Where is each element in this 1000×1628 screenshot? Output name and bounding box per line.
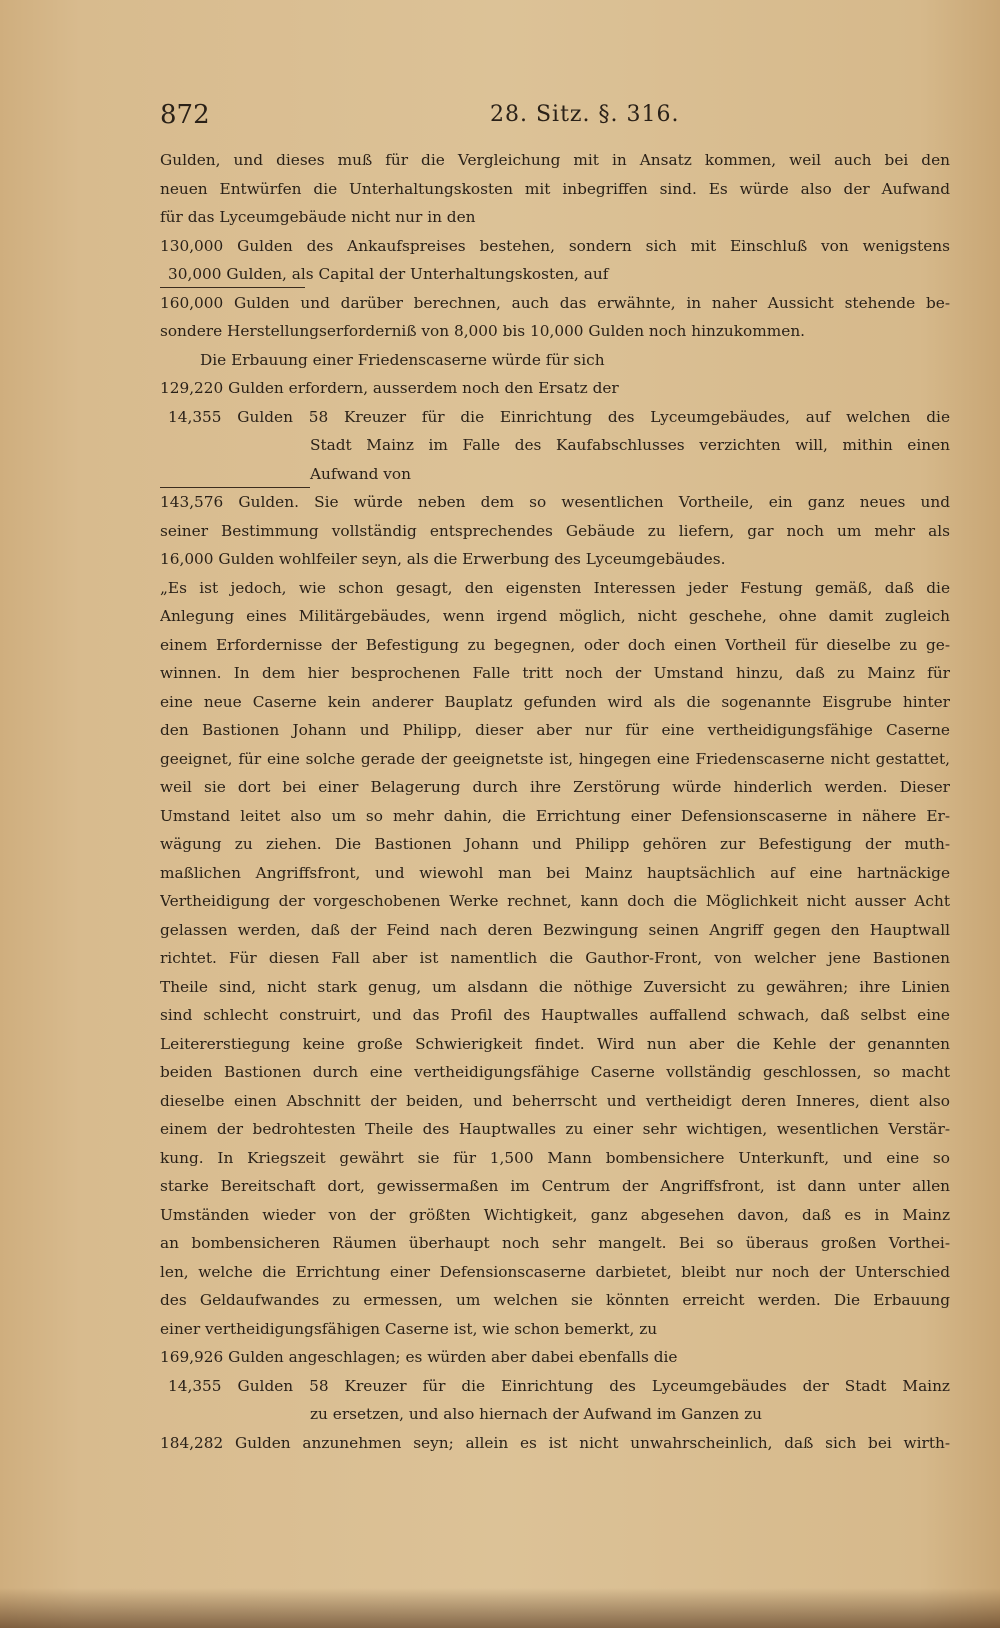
text-line: Die Erbauung einer Friedenscaserne würde für sich (200, 350, 605, 369)
text-line: an bombensicheren Räumen überhaupt noch sehr mangelt. Bei so überaus großen Vorthei- (160, 1234, 950, 1252)
text-line: des Geldaufwandes zu ermessen, um welchen sie könnten erreicht werden. Die Erbauung (160, 1291, 950, 1309)
body-text (160, 146, 950, 1457)
text-line (160, 1400, 950, 1429)
sum-rule (160, 487, 310, 488)
text-line: neuen Entwürfen die Unterhaltungskosten mit inbegriffen sind. Es würde also der Aufwand (160, 179, 950, 198)
text-line: Theile sind, nicht stark genug, um alsdann die nöthige Zuversicht zu gewähren; ihre Linien (160, 977, 950, 996)
text-line: kung. In Kriegszeit gewährt sie für 1,500 Mann bombensichere Unterkunft, und eine so (160, 1148, 950, 1167)
text-line-content: 30,000 Gulden, als Capital der Unterhaltungskosten, auf (168, 265, 609, 283)
page-number: 872 (160, 100, 210, 130)
text-line: für das Lyceumgebäude nicht nur in den (160, 208, 476, 226)
text-line (160, 460, 950, 489)
text-line: gelassen werden, daß der Feind nach deren Bezwingung seinen Angriff gegen den Hauptwall (160, 920, 950, 939)
text-line: 160,000 Gulden und darüber berechnen, auch das erwähnte, in naher Aussicht stehende be- (160, 293, 950, 312)
text-line: beiden Bastionen durch eine vertheidigungsfähige Caserne vollständig geschlossen, so macht (160, 1063, 950, 1081)
text-line: Vertheidigung der vorgeschobenen Werke rechnet, kann doch die Möglichkeit nicht ausser Acht (160, 892, 950, 910)
text-line: Leitererstiegung keine große Schwierigkeit findet. Wird nun aber die Kehle der genannten (160, 1034, 950, 1053)
text-line (160, 260, 950, 289)
text-line: 14,355 Gulden 58 Kreuzer für die Einrichtung des Lyceumgebäudes der Stadt Mainz (168, 1376, 950, 1395)
text-line: seiner Bestimmung vollständig entsprechendes Gebäude zu liefern, gar noch um mehr als (160, 521, 950, 540)
text-line: 143,576 Gulden. Sie würde neben dem so wesentlichen Vortheile, ein ganz neues und (160, 493, 950, 511)
text-line: winnen. In dem hier besprochenen Falle tritt noch der Umstand hinzu, daß zu Mainz für (160, 664, 950, 682)
text-line: 129,220 Gulden erfordern, ausserdem noch den Ersatz der (160, 379, 619, 397)
text-line: 130,000 Gulden des Ankaufspreises bestehen, sondern sich mit Einschluß von wenigstens (160, 236, 950, 255)
text-line: einer vertheidigungsfähigen Caserne ist, wie schon bemerkt, zu (160, 1319, 658, 1338)
text-line: 169,926 Gulden angeschlagen; es würden aber dabei ebenfalls die (160, 1348, 678, 1366)
text-line: sind schlecht construirt, und das Profil des Hauptwalles auffallend schwach, daß selbst eine (160, 1006, 950, 1024)
text-line: wägung zu ziehen. Die Bastionen Johann und Philipp gehören zur Befestigung der muth- (160, 835, 950, 853)
text-line-content: zu ersetzen, und also hiernach der Aufwand im Ganzen zu (310, 1405, 763, 1423)
text-line: 14,355 Gulden 58 Kreuzer für die Einrichtung des Lyceumgebäudes, auf welchen die (168, 407, 950, 426)
text-line: 184,282 Gulden anzunehmen seyn; allein es ist nicht unwahrscheinlich, daß sich bei wirth- (160, 1433, 950, 1452)
text-line: den Bastionen Johann und Philipp, dieser aber nur für eine vertheidigungsfähige Caserne (160, 721, 950, 739)
text-line: einem der bedrohtesten Theile des Hauptwalles zu einer sehr wichtigen, wesentlichen Verstär- (160, 1120, 950, 1138)
text-line: „Es ist jedoch, wie schon gesagt, den eigensten Interessen jeder Festung gemäß, daß die (160, 578, 950, 597)
text-line: einem Erfordernisse der Befestigung zu begegnen, oder doch einen Vortheil für dieselbe zu ge- (160, 635, 950, 654)
text-line: eine neue Caserne kein anderer Bauplatz gefunden wird als die sogenannte Eisgrube hinter (160, 692, 950, 711)
text-line: geeignet, für eine solche gerade der geeignetste ist, hingegen eine Friedenscaserne nicht gestattet, (160, 749, 950, 768)
page-header (160, 100, 950, 134)
sum-rule (160, 287, 305, 288)
text-line: Stadt Mainz im Falle des Kaufabschlusses verzichten will, mithin einen (310, 436, 950, 454)
text-line: Anlegung eines Militärgebäudes, wenn irgend möglich, nicht geschehe, ohne damit zugleich (160, 607, 950, 625)
running-head: 28. Sitz. §. 316. (490, 102, 680, 127)
text-line: maßlichen Angriffsfront, und wiewohl man bei Mainz hauptsächlich auf eine hartnäckige (160, 863, 950, 882)
text-line: Umstand leitet also um so mehr dahin, die Errichtung einer Defensionscaserne in nähere Er- (160, 806, 950, 825)
text-line: richtet. Für diesen Fall aber ist namentlich die Gauthor-Front, von welcher jene Bastionen (160, 949, 950, 967)
text-line-content: Aufwand von (310, 464, 411, 483)
text-line: Umständen wieder von der größten Wichtigkeit, ganz abgesehen davon, daß es in Mainz (160, 1205, 950, 1224)
text-line: sondere Herstellungserforderniß von 8,000 bis 10,000 Gulden noch hinzukommen. (160, 322, 806, 340)
text-line: 16,000 Gulden wohlfeiler seyn, als die Erwerbung des Lyceumgebäudes. (160, 550, 726, 568)
text-line: Gulden, und dieses muß für die Vergleichung mit in Ansatz kommen, weil auch bei den (160, 151, 950, 169)
text-line: weil sie dort bei einer Belagerung durch ihre Zerstörung würde hinderlich werden. Dieser (160, 778, 950, 796)
text-line: len, welche die Errichtung einer Defensionscaserne darbietet, bleibt nur noch der Unterschied (160, 1262, 950, 1281)
text-line: dieselbe einen Abschnitt der beiden, und beherrscht und vertheidigt deren Inneres, dient also (160, 1091, 950, 1110)
text-line: starke Bereitschaft dort, gewissermaßen im Centrum der Angriffsfront, ist dann unter allen (160, 1177, 950, 1195)
